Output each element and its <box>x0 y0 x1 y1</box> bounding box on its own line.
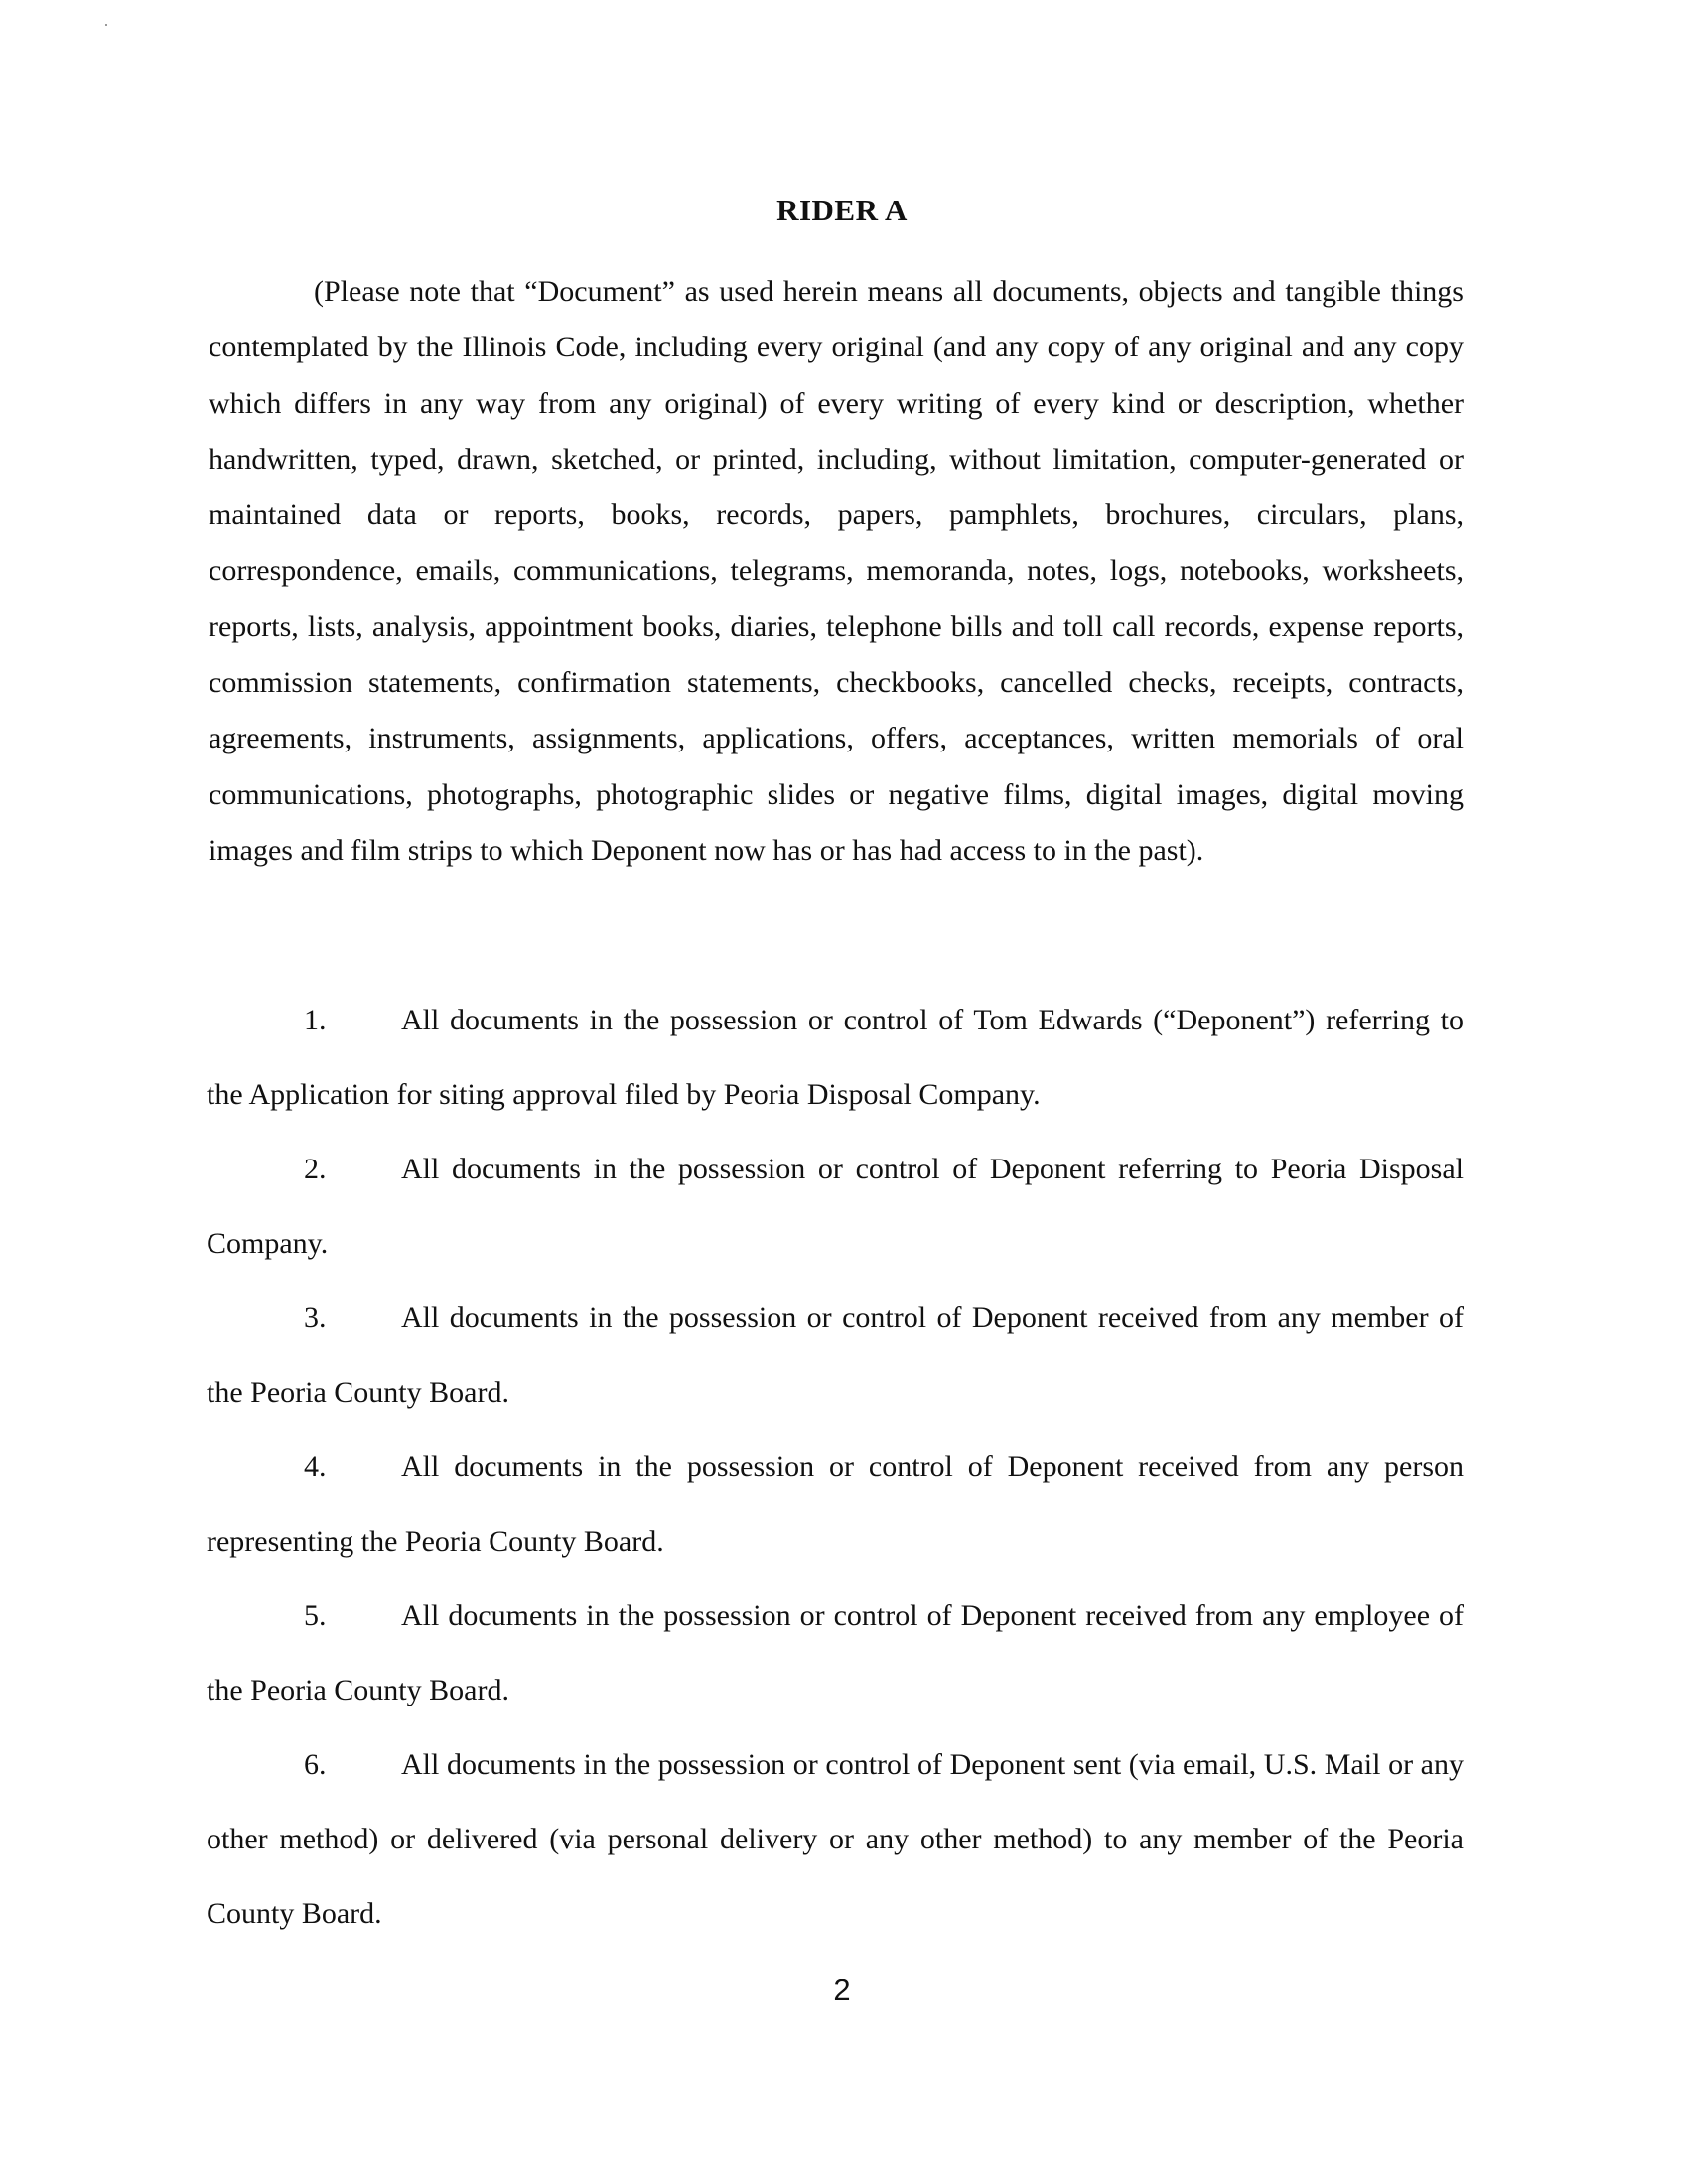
request-number: 6. <box>304 1748 327 1781</box>
request-text: All documents in the possession or control of Deponent referring to Peoria Disposal Company. <box>207 1153 1464 1260</box>
definition-paragraph: (Please note that “Document” as used herein means all documents, objects and tangible things contemplated by the Illinois Code, including every original (and any copy of any original and any copy which differs in any way from any original) of every writing of every kind or description, whether handwritten, typed, drawn, sketched, or printed, including, without limitation, computer-generated or maintained data or reports, books, records, papers, pamphlets, brochures, circulars, plans, correspondence, emails, communications, telegrams, memoranda, notes, logs, notebooks, worksheets, reports, lists, analysis, appointment books, diaries, telephone bills and toll call records, expense reports, commission statements, confirmation statements, checkbooks, cancelled checks, receipts, contracts, agreements, instruments, assignments, applications, offers, acceptances, written memorials of oral communications, photographs, photographic slides or negative films, digital images, digital moving images and film strips to which Deponent now has or has had access to in the past). <box>209 275 1464 867</box>
document-title: RIDER A <box>776 193 908 227</box>
request-list <box>207 983 1464 1951</box>
request-item <box>207 1727 1464 1951</box>
request-item <box>207 983 1464 1132</box>
request-text: All documents in the possession or control of Deponent sent (via email, U.S. Mail or any other method) or delivered (via personal delivery or any other method) to any member of the Peoria County Board. <box>207 1748 1464 1930</box>
request-text: All documents in the possession or control of Deponent received from any employee of the Peoria County Board. <box>207 1599 1464 1706</box>
scan-speck <box>105 24 107 26</box>
request-number: 4. <box>304 1450 327 1483</box>
request-item <box>207 1281 1464 1430</box>
page-number: 2 <box>833 1973 851 2007</box>
request-text: All documents in the possession or control of Deponent received from any member of the Peoria County Board. <box>207 1301 1464 1409</box>
request-item <box>207 1132 1464 1281</box>
request-item <box>207 1430 1464 1578</box>
request-text: All documents in the possession or control of Tom Edwards (“Deponent”) referring to the Application for siting approval filed by Peoria Disposal Company. <box>207 1004 1464 1111</box>
request-text: All documents in the possession or control of Deponent received from any person representing the Peoria County Board. <box>207 1450 1464 1558</box>
request-number: 5. <box>304 1599 327 1632</box>
request-number: 2. <box>304 1153 327 1185</box>
request-number: 1. <box>304 1004 327 1036</box>
request-item <box>207 1578 1464 1727</box>
request-number: 3. <box>304 1301 327 1334</box>
